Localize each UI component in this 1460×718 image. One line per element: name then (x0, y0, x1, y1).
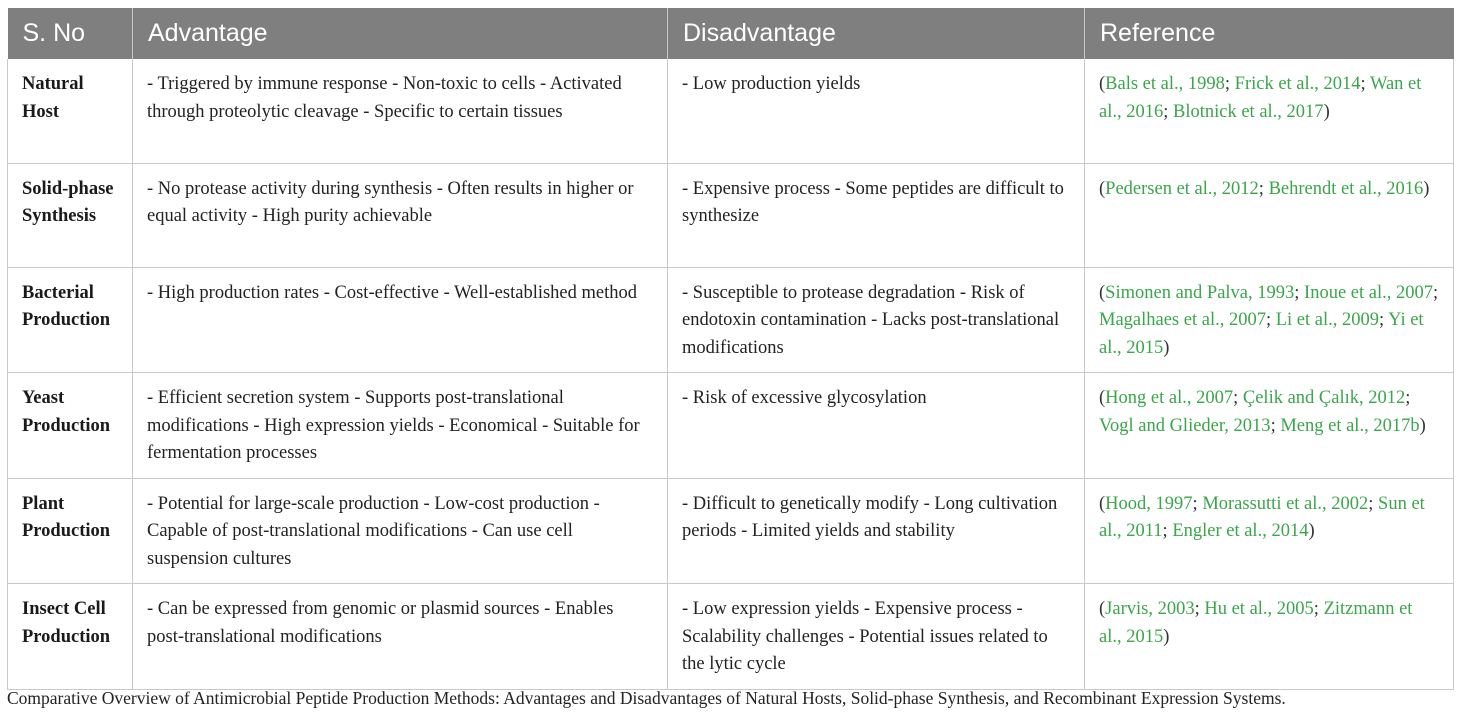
advantage-cell: - Efficient secretion system - Supports post-translational modifications - High expression yields - Economical - Suitable for fermentation processes (133, 373, 668, 479)
method-cell: Bacterial Production (8, 267, 133, 373)
citation-link[interactable]: Jarvis, 2003 (1105, 599, 1195, 619)
citation-link[interactable]: Wan et al., 2016 (1099, 74, 1422, 122)
citation-link[interactable]: Yi et al., 2015 (1099, 310, 1424, 358)
method-cell: Yeast Production (8, 373, 133, 479)
citation-link[interactable]: Çelik and Çalık, 2012 (1242, 388, 1406, 408)
advantage-cell: - Can be expressed from genomic or plasmid sources - Enables post-translational modifications (133, 584, 668, 690)
citation-link[interactable]: Pedersen et al., 2012 (1105, 178, 1259, 199)
header-disadvantage: Disadvantage (668, 8, 1085, 59)
citation-link[interactable]: Li et al., 2009 (1275, 310, 1380, 330)
advantage-cell: - Potential for large-scale production - Low-cost production - Capable of post-translational modifications - Can use cell suspension cultures (133, 478, 668, 584)
citation-link[interactable]: Morassutti et al., 2002 (1202, 493, 1369, 514)
header-advantage: Advantage (133, 8, 668, 59)
reference-cell: (Hood, 1997; Morassutti et al., 2002; Sun et al., 2011; Engler et al., 2014) (1085, 478, 1454, 584)
citation-link[interactable]: Simonen and Palva, 1993 (1105, 282, 1295, 303)
header-row (8, 8, 1454, 59)
advantage-cell: - High production rates - Cost-effective - Well-established method (133, 267, 668, 373)
citation-link[interactable]: Magalhaes et al., 2007 (1099, 310, 1266, 330)
comparison-table (7, 8, 1454, 690)
method-cell: Solid-phase Synthesis (8, 163, 133, 267)
table-row (8, 163, 1454, 267)
citation-link[interactable]: Blotnick et al., 2017 (1173, 101, 1324, 122)
table-row (8, 267, 1454, 373)
table-row (8, 584, 1454, 690)
citation-link[interactable]: Vogl and Glieder, 2013 (1099, 415, 1271, 436)
table-caption: Comparative Overview of Antimicrobial Peptide Production Methods: Advantages and Disadvantages of Natural Hosts, Solid-phase Synthesis, and Recombinant Expression Systems. (7, 688, 1286, 708)
citation-link[interactable]: Inoue et al., 2007 (1304, 282, 1433, 303)
method-cell: Insect Cell Production (8, 584, 133, 690)
reference-cell: (Hong et al., 2007; Çelik and Çalık, 2012; Vogl and Glieder, 2013; Meng et al., 2017b) (1085, 373, 1454, 479)
citation-link[interactable]: Bals et al., 1998 (1105, 74, 1225, 94)
citation-link[interactable]: Engler et al., 2014 (1172, 521, 1309, 541)
citation-link[interactable]: Hood, 1997 (1105, 493, 1193, 514)
citation-link[interactable]: Sun et al., 2011 (1099, 493, 1425, 541)
reference-cell: (Pedersen et al., 2012; Behrendt et al., 2016) (1085, 163, 1454, 267)
disadvantage-cell: - Low expression yields - Expensive process - Scalability challenges - Potential issues related to the lytic cycle (668, 584, 1085, 690)
table-row (8, 478, 1454, 584)
citation-link[interactable]: Behrendt et al., 2016 (1268, 178, 1424, 199)
reference-cell: (Simonen and Palva, 1993; Inoue et al., 2007; Magalhaes et al., 2007; Li et al., 2009; Yi et al., 2015) (1085, 267, 1454, 373)
disadvantage-cell: - Low production yields (668, 59, 1085, 163)
method-cell: Natural Host (8, 59, 133, 163)
citation-link[interactable]: Meng et al., 2017b (1280, 415, 1420, 436)
disadvantage-cell: - Expensive process - Some peptides are difficult to synthesize (668, 163, 1085, 267)
citation-link[interactable]: Hu et al., 2005 (1204, 599, 1314, 619)
header-sno: S. No (8, 8, 133, 59)
advantage-cell: - Triggered by immune response - Non-toxic to cells - Activated through proteolytic cleavage - Specific to certain tissues (133, 59, 668, 163)
table-row (8, 373, 1454, 479)
citation-link[interactable]: Frick et al., 2014 (1234, 74, 1361, 94)
citation-link[interactable]: Hong et al., 2007 (1105, 388, 1234, 408)
method-cell: Plant Production (8, 478, 133, 584)
reference-cell: (Jarvis, 2003; Hu et al., 2005; Zitzmann et al., 2015) (1085, 584, 1454, 690)
header-reference: Reference (1085, 8, 1454, 59)
reference-cell: (Bals et al., 1998; Frick et al., 2014; Wan et al., 2016; Blotnick et al., 2017) (1085, 59, 1454, 163)
disadvantage-cell: - Difficult to genetically modify - Long cultivation periods - Limited yields and stability (668, 478, 1085, 584)
disadvantage-cell: - Susceptible to protease degradation - Risk of endotoxin contamination - Lacks post-translational modifications (668, 267, 1085, 373)
disadvantage-cell: - Risk of excessive glycosylation (668, 373, 1085, 479)
citation-link[interactable]: Zitzmann et al., 2015 (1099, 599, 1413, 647)
table-row (8, 59, 1454, 163)
advantage-cell: - No protease activity during synthesis - Often results in higher or equal activity - High purity achievable (133, 163, 668, 267)
